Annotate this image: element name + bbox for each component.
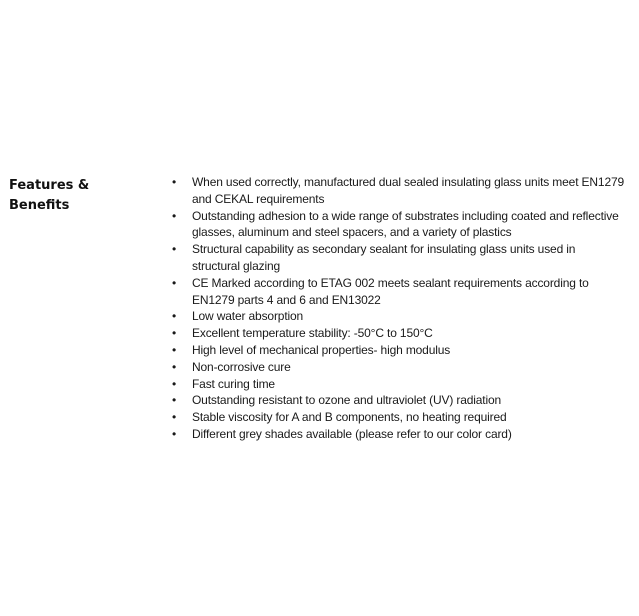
list-item (170, 426, 625, 443)
list-item (170, 275, 625, 309)
bullet-icon: • (172, 208, 177, 223)
bullet-icon: • (172, 309, 177, 324)
bullet-icon: • (172, 242, 177, 257)
list-item-text: Non-corrosive cure (192, 359, 291, 374)
list-item-text: CE Marked according to ETAG 002 meets sealant requirements according to EN1279 parts 4 and 6 and EN13022 (192, 275, 589, 307)
list-item-text: Different grey shades available (please refer to our color card) (192, 426, 512, 441)
bullet-icon: • (172, 326, 177, 341)
list-item (170, 308, 625, 325)
heading-line-2: Benefits (9, 198, 70, 213)
list-item-text: Fast curing time (192, 376, 275, 391)
list-item (170, 409, 625, 426)
list-item-text: Outstanding resistant to ozone and ultraviolet (UV) radiation (192, 393, 502, 408)
list-item-text: Low water absorption (192, 309, 304, 324)
list-item-text: Structural capability as secondary sealant for insulating glass units used in structural glazing (192, 242, 576, 273)
features-list (170, 174, 625, 443)
list-item (170, 174, 625, 208)
section-heading (9, 176, 119, 216)
list-item (170, 325, 625, 342)
bullet-icon: • (172, 275, 177, 290)
list-item (170, 342, 625, 359)
bullet-icon: • (172, 359, 177, 374)
bullet-icon: • (172, 376, 177, 391)
list-item (170, 208, 625, 242)
list-item-text: Excellent temperature stability: -50°C to 150°C (192, 326, 433, 341)
list-item-text: High level of mechanical properties- high modulus (192, 342, 451, 357)
list-item (170, 392, 625, 409)
bullet-icon: • (172, 342, 177, 357)
list-item-text: When used correctly, manufactured dual sealed insulating glass units meet EN1279 and CEKAL requirements (192, 175, 625, 206)
bullet-icon: • (172, 175, 177, 189)
list-item (170, 241, 625, 275)
heading-line-1: Features & (9, 178, 90, 193)
bullet-icon: • (172, 393, 177, 408)
list-item (170, 376, 625, 393)
list-item-text: Stable viscosity for A and B components, no heating required (192, 410, 507, 425)
list-item-text: Outstanding adhesion to a wide range of substrates including coated and reflective glasses, aluminum and steel spacers, and a variety of plastics (192, 208, 619, 240)
list-item (170, 359, 625, 376)
bullet-icon: • (172, 410, 177, 425)
bullet-icon: • (172, 426, 177, 441)
